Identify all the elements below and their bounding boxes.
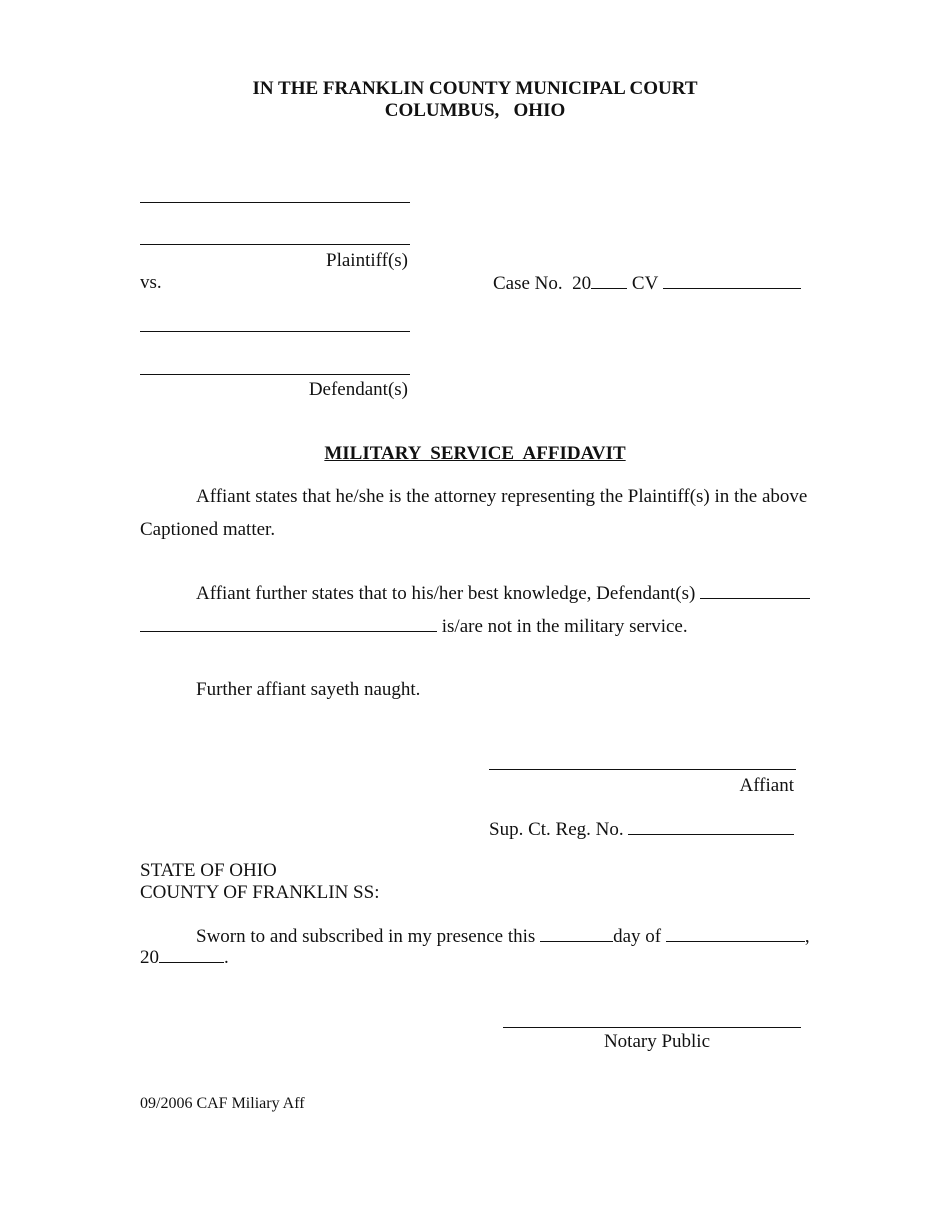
defendant-name-blank-2[interactable] [140,616,437,632]
plaintiff-label: Plaintiff(s) [326,250,408,271]
jurat-text-c: , [804,926,810,947]
paragraph-2-text-2: is/are not in the military service. [441,616,688,637]
affiant-signature-line[interactable] [489,769,796,770]
case-number-row [493,273,801,293]
reg-number-blank[interactable] [628,819,794,835]
court-location-heading: COLUMBUS, OHIO [384,100,566,121]
court-name-heading: IN THE FRANKLIN COUNTY MUNICIPAL COURT [252,78,698,99]
defendant-name-blank-1[interactable] [700,583,810,599]
paragraph-2-line-2 [140,616,688,636]
jurat-line-2 [140,947,229,967]
paragraph-2-text: Affiant further states that to his/her best knowledge, Defendant(s) [196,583,696,604]
plaintiff-name-line-2[interactable] [140,244,410,245]
paragraph-2-line-1 [196,583,810,603]
jurat-text-b: day of [613,926,662,947]
case-year-blank[interactable] [591,273,627,289]
plaintiff-name-line-1[interactable] [140,202,410,203]
defendant-name-line-2[interactable] [140,374,410,375]
paragraph-3: Further affiant sayeth naught. [196,679,421,700]
jurat-text-a: Sworn to and subscribed in my presence this [196,926,536,947]
case-no-label: Case No. 20 [493,273,592,294]
reg-number-row [489,819,794,839]
jurat-year-prefix: 20 [140,947,159,968]
defendant-name-line-1[interactable] [140,331,410,332]
jurat-day-blank[interactable] [540,926,613,942]
jurat-line-1 [196,926,810,946]
case-cv-label: CV [631,273,658,294]
jurat-year-blank[interactable] [159,947,224,963]
affiant-label: Affiant [739,775,794,796]
notary-signature-line[interactable] [503,1027,801,1028]
defendant-label: Defendant(s) [308,379,408,400]
reg-no-label: Sup. Ct. Reg. No. [489,819,624,840]
affidavit-title: MILITARY SERVICE AFFIDAVIT [324,443,626,464]
jurat-month-blank[interactable] [666,926,805,942]
vs-label: vs. [140,272,162,293]
paragraph-1-line-1: Affiant states that he/she is the attorney representing the Plaintiff(s) in the above [196,486,808,507]
venue-county: COUNTY OF FRANKLIN SS: [140,882,380,903]
paragraph-1-line-2: Captioned matter. [140,519,276,540]
venue-state: STATE OF OHIO [140,860,277,881]
case-number-blank[interactable] [663,273,801,289]
form-code-footer: 09/2006 CAF Miliary Aff [140,1095,305,1112]
notary-label: Notary Public [603,1031,711,1052]
jurat-year-suffix: . [224,947,229,968]
